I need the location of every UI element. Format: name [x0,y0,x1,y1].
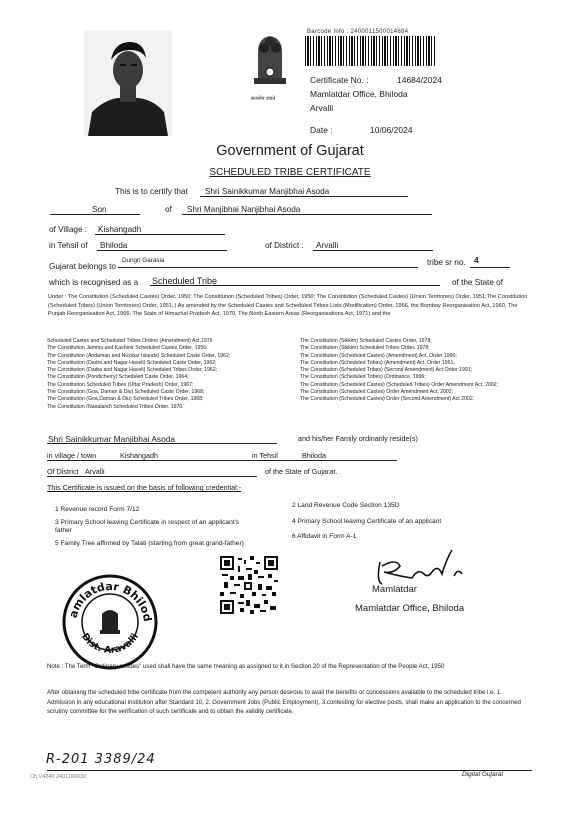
resident-name: Shri Sainikkumar Manjibhai Asoda [48,434,176,444]
barcode [305,36,437,66]
order-item: The Constitution (Dadra and Nagar Haveli) Scheduled Tribes Order, 1962; [47,367,218,374]
residence-state: of the State of Gujarat. [265,467,338,476]
credential-item: 2 Land Revenue Code Section 135D [292,502,400,509]
issuing-district: Arvalli [310,103,334,113]
order-item: The Constitution (Pondicherry) Scheduled Caste Order, 1964; [47,374,189,381]
residence-village: Kishangadh [120,451,158,460]
order-item: The Constitution (Goa, Daman & Diu) Scheduled Caste Order, 1968; [47,389,205,396]
district-label: of District : [265,241,304,250]
order-item: The Constitution (Scheduled Castes) Order (Second Amendment) Act 2002. [300,396,475,403]
father-name: Shri Manjibhai Nanjibhai Asoda [187,205,301,214]
tehsil-label: in Tehsil of [49,241,88,250]
certify-prefix: This is to certify that [115,187,188,196]
belongs-label: Gujarat belongs to [49,262,116,271]
order-item: The Constitution (Scheduled Tribes) (Amendment) Act, Order 1961; [300,359,455,366]
order-item: The Constitution (Goa,Daman & Diu) Scheduled Tribes Order, 1968; [47,396,204,403]
of-label: of [165,205,172,214]
tribe-name: Dungri Garasia [122,257,165,264]
credential-item: 6 Affidavit in Form A-1 [292,533,357,541]
village-label: of Village : [49,225,88,234]
order-item: The Constitution (Dadra and Nagar Haveli) Scheduled Caste Order, 1962; [47,359,217,366]
order-item: The Constitution (Scheduled Tribes) (Second Amendment) Act Order 1991; [300,367,473,374]
relation: Son [92,205,107,214]
certificate-title: SCHEDULED TRIBE CERTIFICATE [209,167,371,178]
emblem-caption: सत्यमेव जयते [251,96,276,102]
signatory-office: Mamlatdar Office, Bhiloda [355,603,465,614]
credential-item: 4 Primary School leaving Certificate of an applicant [292,517,442,525]
handwritten-reference: R-201 3389/24 [46,752,156,767]
recognised-as: Scheduled Tribe [152,276,218,286]
residence-district-label: Of District [47,467,79,476]
issuing-office: Mamlatdar Office, Bhiloda [310,89,408,99]
order-item: The Constitution (Scheduled Castes) (Amendment) Act, Order 1990; [300,352,457,359]
state-emblem-icon [248,28,292,98]
footer-reference: Ch.V4240 2401100030 [30,774,87,780]
basis-heading: This Certificate is issued on the basis of following credential:- [47,483,242,492]
family-text: and his/her Family ordinarily reside(s) [298,434,418,443]
certificate-no-label: Certificate No. : [310,75,369,85]
district: Arvalli [316,241,339,250]
seal-top-text: amlatdar Bhilod [66,579,155,623]
residence-village-label: in village / town [47,451,97,460]
signatory-title: Mamlatdar [372,584,417,595]
holder-name: Shri Sainikkumar Manjibhai Asoda [205,187,330,196]
tehsil: Bhiloda [100,241,128,250]
qr-code [220,556,278,614]
orders-right-list [300,338,530,404]
village: Kishangadh [98,225,142,234]
digital-gujarat-label: Digital Gujarat [462,771,504,778]
credentials-right [292,502,522,542]
order-item: The Constitution (Scheduled Tribes) (Ordinance, 1996; [300,374,426,381]
date-label: Date : [310,125,333,135]
recognised-label: which is recognised as a [49,278,139,287]
credentials-left [55,506,255,548]
under-paragraph: Under : The Constitution (Scheduled Castes) Order, 1950; The Constitution (Scheduled Tribes) Order, 1950; The Constitution (Scheduled Castes) (Union Territories) Order, 1951;The Constitution (Scheduled Tribes) (Union Territories) Order, 1951, | As amended by the Scheduled Castes and Scheduled Tribes Lists (Modification) Order, 1956, the Bombay Reorganisation Act, 1960, The Punjab Reorganisation Act, 1966, The State of Himachal Pradesh Act, 1970, The North Eastern Areas (Reorganisations Act, 1971) and the [48,294,528,318]
seal-bottom-text: Dist. Aravalli [79,631,141,657]
applicant-photo [84,30,172,136]
order-item: The Constitution (Sikkim) Scheduled Castes Order, 1978; [300,338,432,344]
residence-tehsil-label: in Tehsil [252,451,278,460]
validity-instructions: After obtaining the scheduled tribe certificate from the competent authority any person desirous to avail the benefits or concessions available to the scheduled tribe i.e. 1. Admission in any educational institution after Standard 10, 2. Government Jobs (Public Employment), 3.contesting for elective posts, shall make an application to the concerned scrutiny committee for the verification of such certificate and to obtain the validity certificate. [47,689,521,715]
orders-left-list [47,338,287,408]
state-suffix: of the State of [452,278,503,287]
credential-item: 5 Family Tree affirmed by Talati (starting from great grand-father) [55,539,244,547]
order-item: The Constitution (Nagaland) Scheduled Tribes Order, 1970; [47,403,184,408]
mamlatdar-seal [60,572,160,672]
residence-district: Arvalli [85,467,105,476]
order-item: The Constitution (Andaman and Nicobar Islands) Scheduled Caste Order, 1962; [47,352,231,359]
credential-item: 1 Revenue record Form 7/12 [55,506,140,513]
mamlatdar-signature [372,548,472,588]
svg-text:Dist. Aravalli [79,631,141,656]
order-item: The Constitution (Scheduled Castes) Order Amendment Act, 2002; [300,389,454,396]
residence-tehsil: Bhiloda [302,451,326,460]
order-item: The Constitution Scheduled Tribes (Uttar Pradesh) Order, 1967; [47,381,194,388]
credential-item: 3 Primary School leaving Certificate in respect of an applicant's father [55,518,240,535]
note-text: Note : The Term "Ordinary resides" used shall have the same meaning as assigned to it in Section 20 of the Representation of the People Act, 1950 [47,663,445,670]
order-item: The Constitution (Scheduled Castes) (Scheduled Tribes) Order Amendment Act, 2002; [300,381,499,388]
order-item: Scheduled Castes and Scheduled Tribes Orders (Amendment) Act,1976 [47,338,213,344]
order-item: The Constitution Jammu and Kashmir Scheduled Castes Order, 1956; [47,345,208,352]
tribe-sr-label: tribe sr no. [427,258,466,267]
barcode-info: Barcode Info : 2400011500014684 [307,29,409,35]
tribe-sr-no: 4 [474,256,479,265]
order-item: The Constitution (Sikkim) Scheduled Tribes Order, 1978; [300,345,430,352]
government-title: Government of Gujarat [216,143,364,159]
issue-date: 10/06/2024 [370,125,413,135]
certificate-no: 14684/2024 [397,75,442,85]
